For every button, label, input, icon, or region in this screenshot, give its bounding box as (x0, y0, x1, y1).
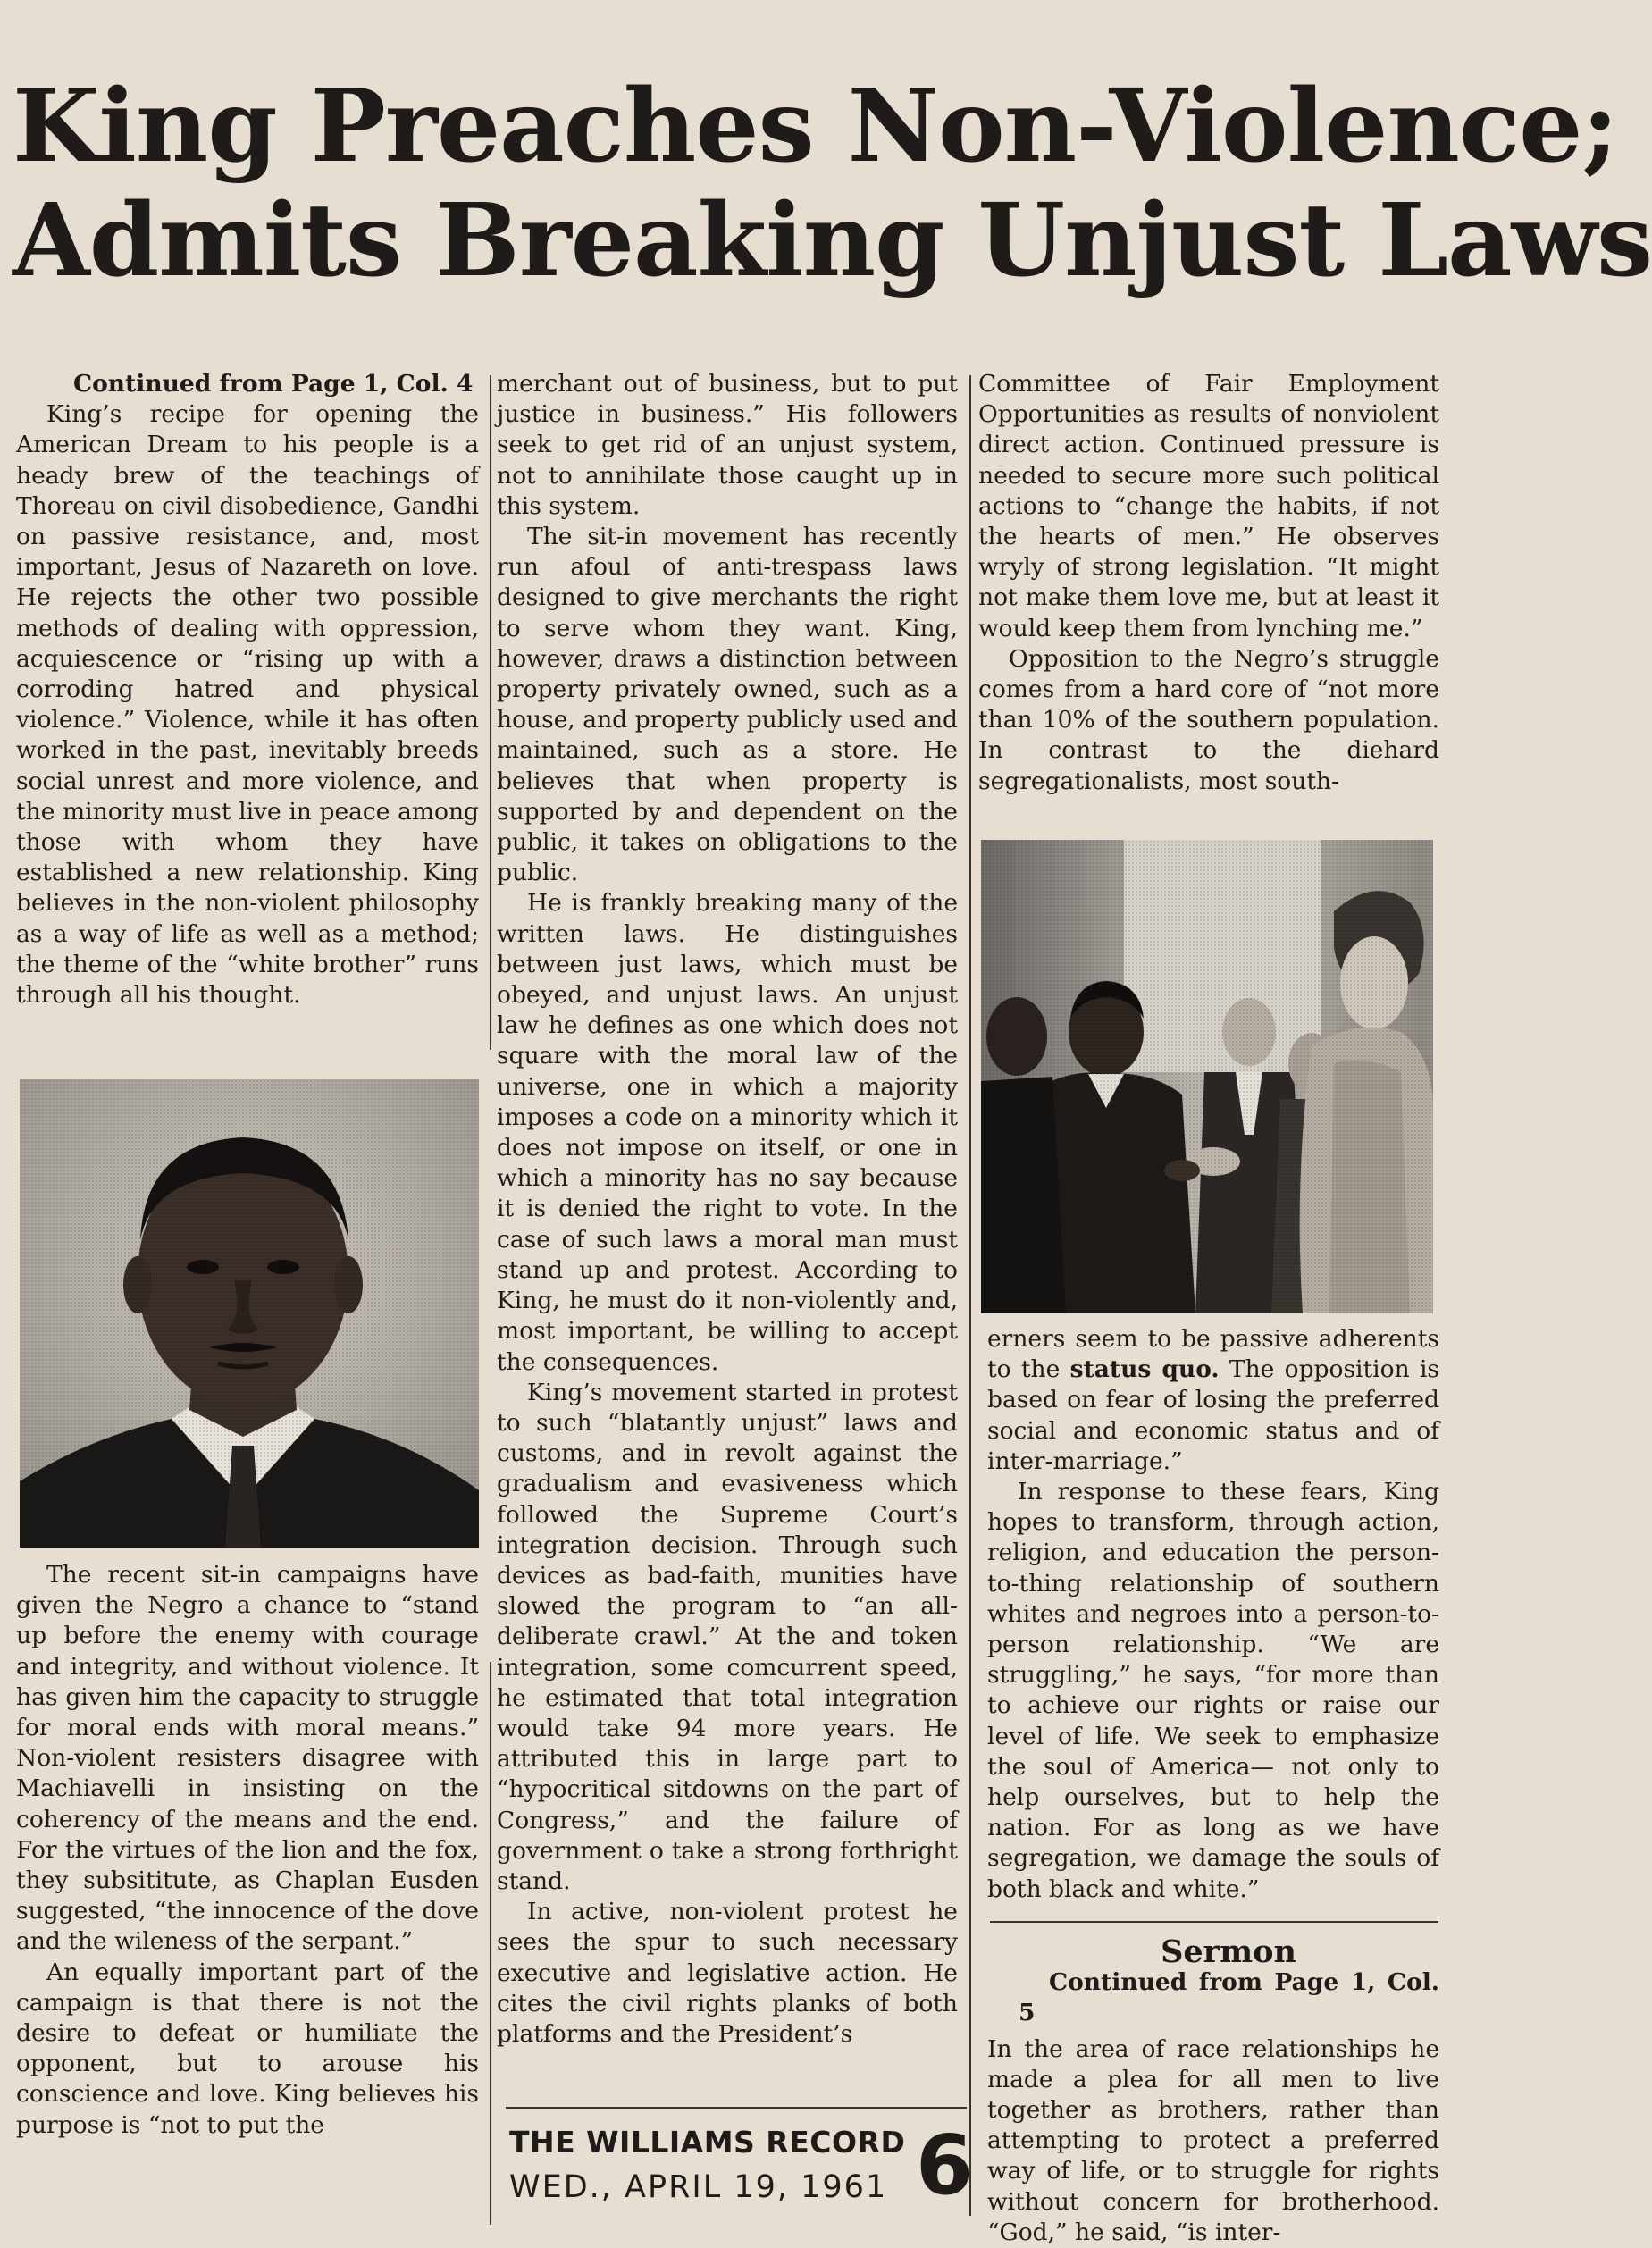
issue-date: WED., APRIL 19, 1961 (509, 2169, 888, 2205)
headline (13, 68, 1652, 299)
article-paragraph: An equally important part of the campaign is that there is not the desire to defeat or humiliate the opponent, but to arouse his conscience and love. King believes his purpose is “not to put the (16, 1958, 479, 2139)
column-divider (969, 375, 971, 2216)
article-paragraph: In the area of race relationships he made a plea for all men to live together as brothers, rather than attempting to protect a preferred way of life, or to struggle for rights without concern for brotherhood. “God,” he said, “is inter- (987, 2034, 1439, 2246)
article-paragraph: In response to these fears, King hopes to transform, through action, religion, and education the person-to-thing relationship of southern whites and negroes into a person-to-person relationship. “We are struggling,” he says, “for more than to achieve our rights or raise our level of life. We seek to emphasize the soul of America— not only to help ourselves, but to help the nation. For as long as we have segregation, we damage the souls of both black and white.” (987, 1478, 1439, 1903)
column-divider (490, 375, 491, 1050)
sermon-article (987, 1933, 1439, 2248)
article-column-1-continued (16, 1560, 479, 2141)
headline-line-1: King Preaches Non-Violence; (13, 68, 1618, 185)
continued-note: Continued from Page 1, Col. 4 (73, 370, 474, 398)
headline-line-2: Admits Breaking Unjust Laws (13, 182, 1652, 299)
article-paragraph: Opposition to the Negro’s struggle comes from a hard core of “not more than 10% of the southern population. In contrast to the diehard segregationalists, most south- (978, 644, 1439, 795)
article-paragraph: King’s movement started in protest to such “blatantly unjust” laws and customs, and in revolt against the gradualism and evasiveness which followed the Supreme Court’s integration decision. Through such devices as bad-faith, munities have slowed the program to “an all-deliberate crawl.” At the and token integration, some comcurrent speed, he estimated that total integration would take 94 more years. He attributed this in large part to “hypocritical sitdowns on the part of Congress,” and the failure of government o take a strong forthright stand. (497, 1378, 958, 1895)
article-paragraph: The sit-in movement has recently run afoul of anti-trespass laws designed to give merchants the right to serve whom they want. King, however, draws a distinction between property privately owned, such as a house, and property publicly used and maintained, such as a store. He believes that when property is supported by and dependent on the public, it takes on obligations to the public. (497, 523, 958, 887)
article-paragraph: Committee of Fair Employment Opportunities as results of nonviolent direct action. Continued pressure is needed to secure more such political actions to “change the habits, if not the hearts of men.” He observes wryly of strong legislation. “It might not make them love me, but at least it would keep them from lynching me.” (978, 370, 1439, 642)
article-column-1 (16, 369, 479, 1011)
column-divider (490, 1662, 491, 2225)
article-paragraph: The recent sit-in campaigns have given the Negro a chance to “stand up before the enemy with courage and integrity, and without violence. It has given him the capacity to struggle for moral ends with moral means.” Non-violent resisters disagree with Machiavelli in insisting on the coherency of the means and the end. For the virtues of the lion and the fox, they subsititute, as Chaplan Eusden suggested, “the innocence of the dove and the wileness of the serpant.” (16, 1561, 479, 1956)
article-paragraph: In active, non-violent protest he sees the spur to such necessary executive and legislative action. He cites the civil rights planks of both platforms and the President’s (497, 1898, 958, 2048)
masthead-rule (506, 2107, 967, 2109)
king-with-students-photo (981, 840, 1433, 1313)
article-paragraph: King’s recipe for opening the American Dream to his people is a heady brew of the teachings of Thoreau on civil disobedience, Gandhi on passive resistance, and, most important, Jesus of Nazareth on love. He rejects the other two possible methods of dealing with oppression, acquiescence or “rising up with a corroding hatred and physical violence.” Violence, while it has often worked in the past, inevitably breeds social unrest and more violence, and the minority must live in peace among those with whom they have established a new relationship. King believes in the non-violent philosophy as a way of life as well as a method; the theme of the “white brother” runs through all his thought. (16, 400, 479, 1010)
text-run: erners seem to be passive adherents to the (987, 1325, 1439, 1384)
continued-note: Continued from Page 1, Col. 5 (1019, 1968, 1439, 2027)
section-divider (990, 1921, 1438, 1923)
newspaper-name: THE WILLIAMS RECORD (509, 2125, 906, 2160)
text-run: The opposition is based on fear of losing the preferred social and economic status and of inter-marriage.” (987, 1355, 1440, 1475)
article-paragraph: merchant out of business, but to put justice in business.” His followers seek to get rid of an unjust system, not to annihilate those caught up in this system. (497, 370, 958, 520)
status-quo-bold: status quo. (1069, 1355, 1220, 1384)
sermon-title: Sermon (1161, 1933, 1296, 1970)
article-paragraph (987, 1324, 1439, 1477)
article-column-2 (497, 369, 958, 2050)
article-column-3-continued (987, 1324, 1439, 1905)
article-column-3 (978, 369, 1439, 797)
page-number: 6 (916, 2118, 974, 2213)
article-paragraph: He is frankly breaking many of the written laws. He distinguishes between just laws, which must be obeyed, and unjust laws. An unjust law he defines as one which does not square with the moral law of the universe, one in which a majority imposes a code on a minority which it does not impose on itself, or one in which a minority has no say because it is denied the right to vote. In the case of such laws a moral man must stand up and protest. According to King, he must do it non-violently and, most important, be willing to accept the consequences. (497, 889, 958, 1376)
masthead (509, 2118, 974, 2232)
king-portrait-photo (20, 1079, 479, 1548)
